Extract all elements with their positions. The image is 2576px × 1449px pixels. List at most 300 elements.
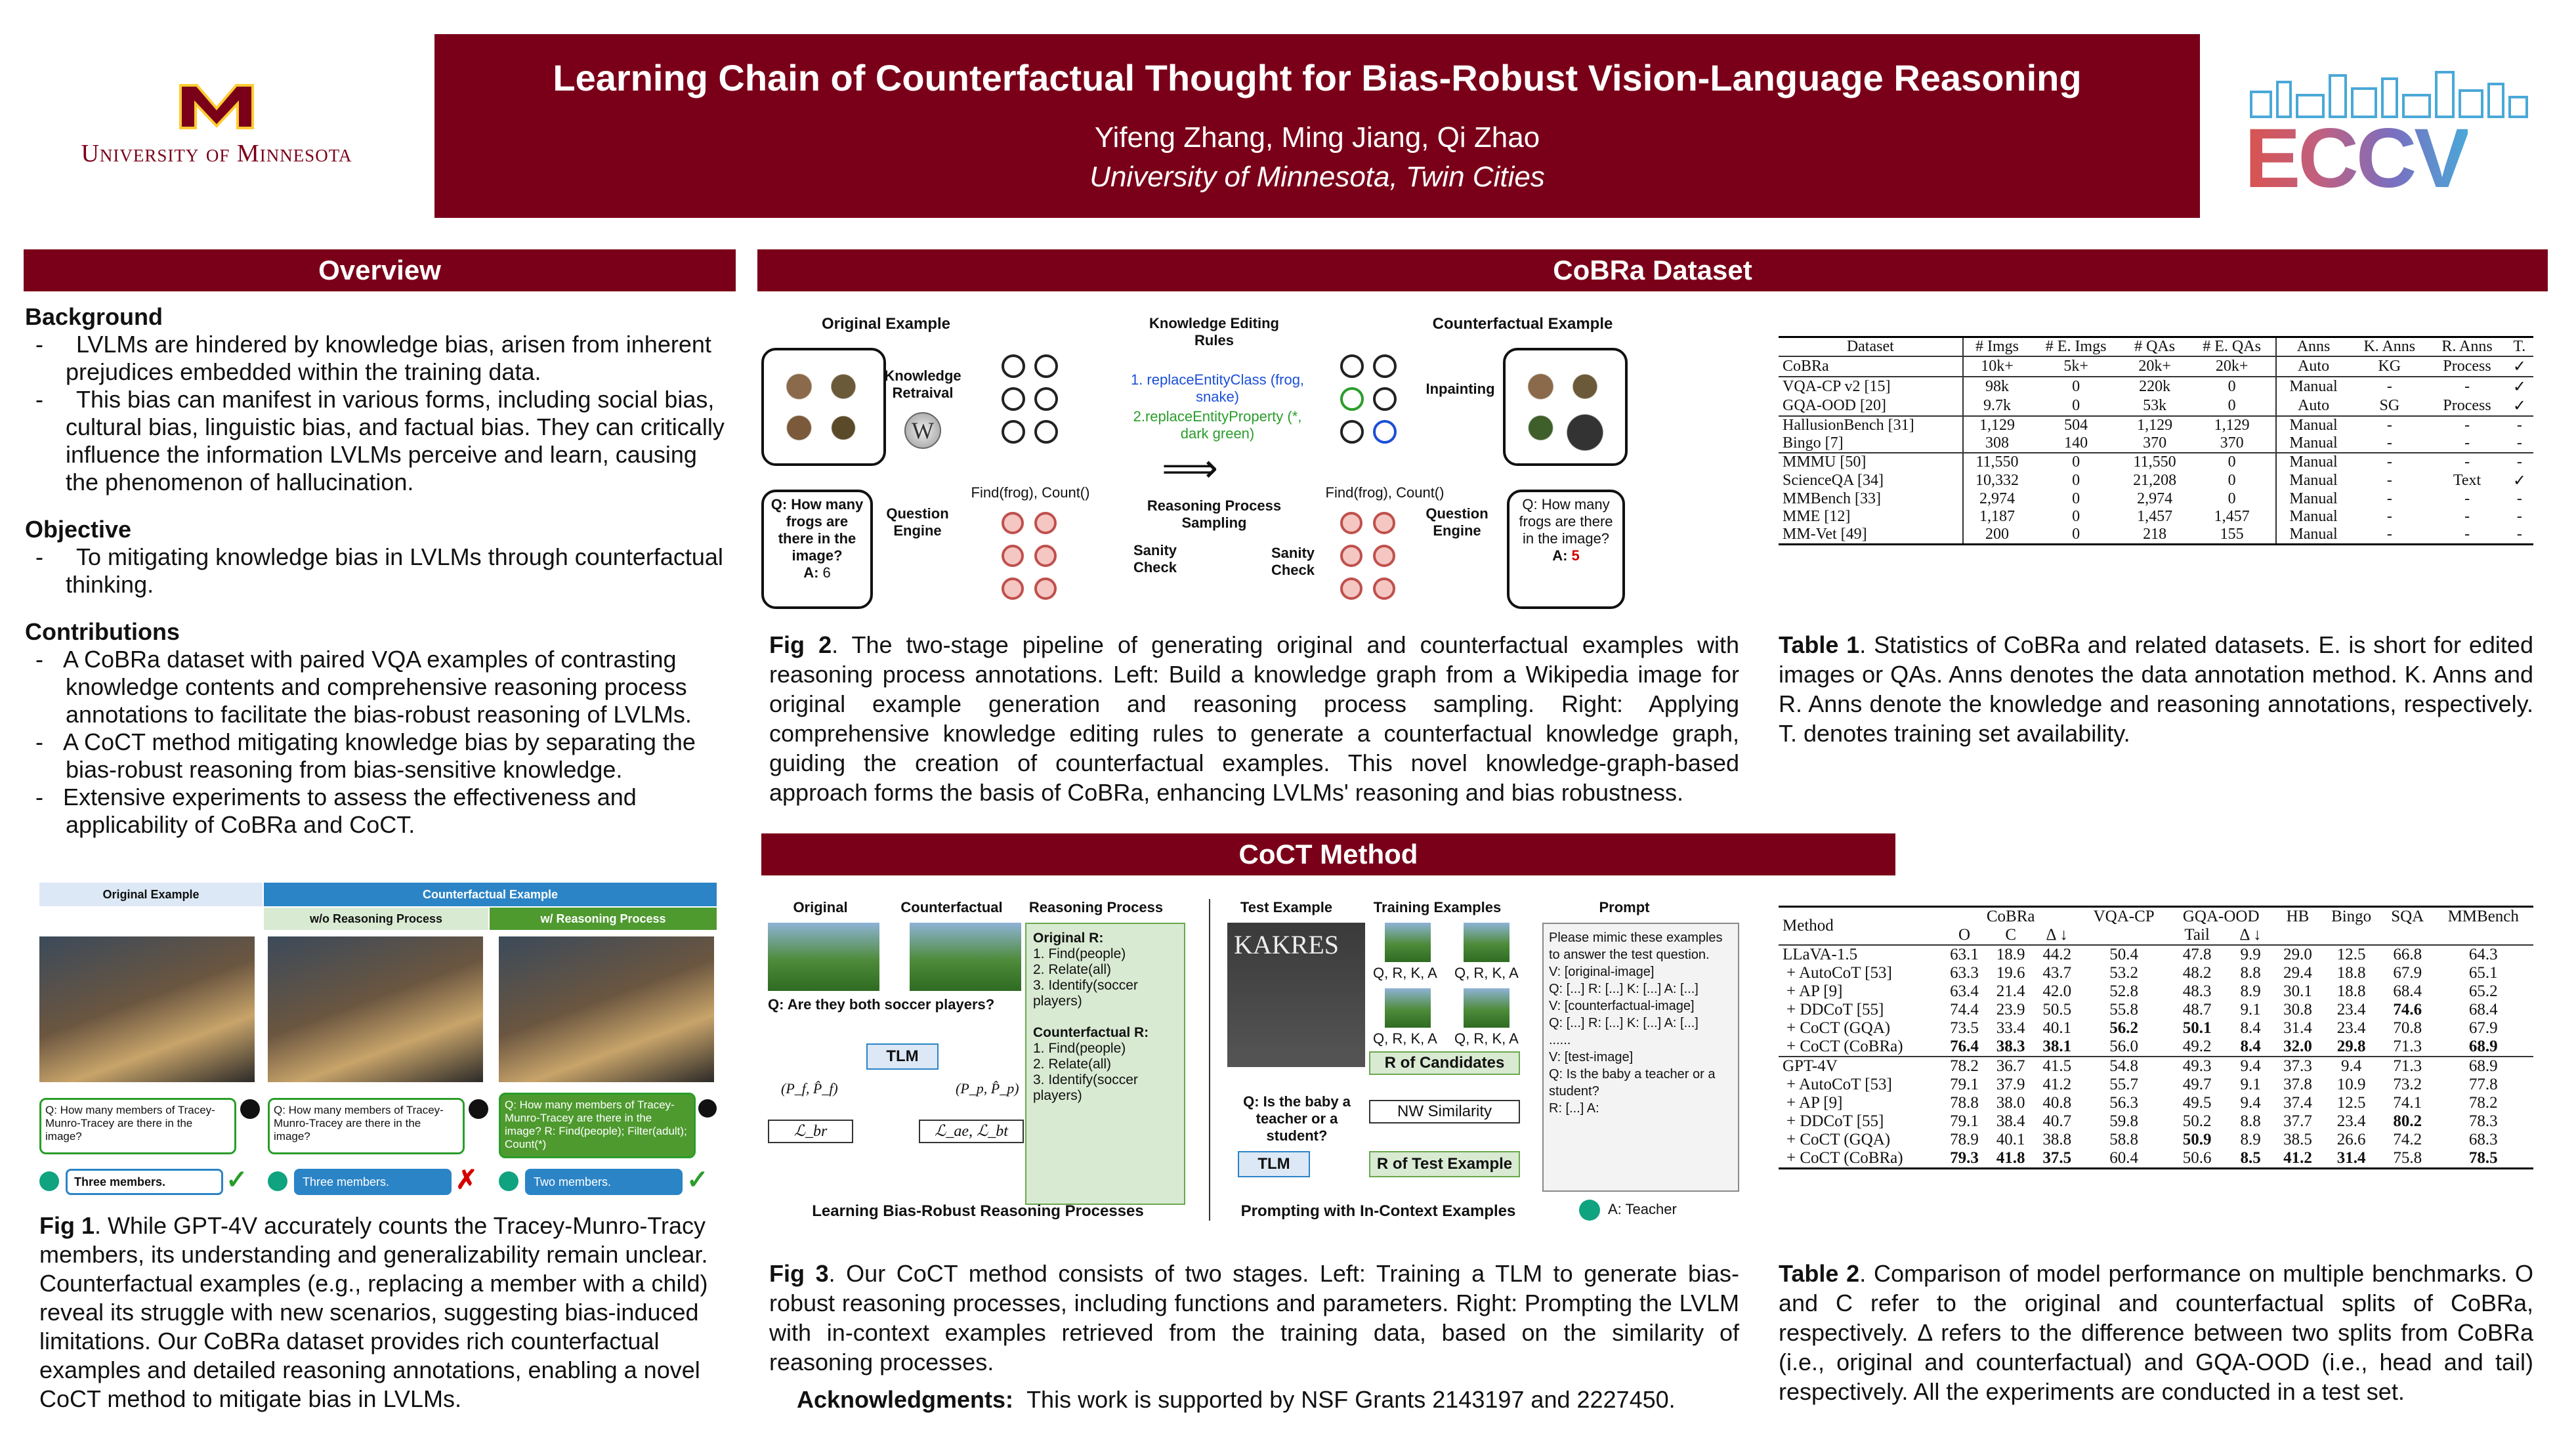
table-row [1779,945,2533,964]
table2-cell: MMBench [2434,907,2534,927]
kg-node [1340,354,1364,378]
table2-cell: 74.6 [2393,1001,2422,1018]
table1-cell: - [2386,508,2392,525]
kg-node [1034,420,1058,444]
contributions-heading: Contributions [25,618,180,645]
table2-cell: 50.2 [2182,1112,2212,1130]
kg-node-edited [1340,387,1364,411]
table2-cell: 74.2 [2393,1131,2422,1148]
table1-cell: R. Anns [2428,337,2505,357]
table2-cell: 65.2 [2468,982,2498,1000]
table2-cell: 41.5 [2034,1057,2080,1076]
table1-cell: - [2506,453,2533,471]
table2-cell: 37.4 [2283,1094,2312,1112]
table2-cell: 67.9 [2393,964,2422,982]
table1-cell: 200 [1963,526,2031,545]
table2-cell: 47.8 [2168,945,2227,964]
fig1-original-header: Original Example [39,883,263,906]
table2-cell: 9.4 [2226,1057,2274,1076]
table1-cell: 370 [2143,434,2167,452]
table-row [1779,490,2533,508]
fig3-counterfactual-label: Counterfactual [900,899,1003,915]
table2-cell: 40.8 [2042,1094,2072,1112]
fig1-answer-2: Three members. [294,1169,452,1195]
table1-cell: - [2506,416,2533,434]
table2-cell: 74.4 [1950,1001,1979,1018]
table2-cell: 10.9 [2336,1076,2366,1093]
fig3-train-image [1385,923,1431,962]
fig3-counterfactual-image [910,923,1021,991]
user-icon [469,1099,488,1119]
table2-cell: 78.8 [1950,1094,1979,1112]
table2-cell: 40.7 [2042,1112,2072,1130]
fig2-question-engine-left: Question Engine [886,505,949,539]
table2-cell: 60.4 [2080,1149,2168,1169]
umn-logo-text: University of Minnesota [81,140,352,167]
table1-cell: MM-Vet [49] [1779,526,1963,545]
table2-cell: 53.2 [2109,964,2139,982]
table2-cell: Bingo [2321,907,2382,927]
table2-cell: 38.4 [1996,1112,2025,1130]
table2-cell: 8.4 [2240,1019,2261,1037]
table2-cell: 9.9 [2226,945,2274,964]
poster-authors: Yifeng Zhang, Ming Jiang, Qi Zhao [1094,121,1540,154]
table2-grid [1779,906,2533,1169]
table2-cell: 32.0 [2283,1038,2312,1055]
table1-cell: # E. Imgs [2031,337,2121,357]
table2-cell: 68.4 [2468,1001,2498,1018]
fig3-divider [1209,899,1210,1221]
table1-cell: 140 [2064,434,2088,452]
table2-cell: 8.8 [2240,964,2261,982]
table2-cell: + AP [9] [1786,982,1843,1000]
table2-cell: 8.9 [2240,982,2261,1000]
fig3-question: Q: Are they both soccer players? [768,996,995,1013]
table1-cell: - [2350,453,2428,471]
table2-cell: 78.5 [2434,1149,2534,1169]
fig2 [761,315,1746,617]
fig2-rule-1: 1. replaceEntityClass (frog, snake) [1130,371,1305,405]
table2-cell: 78.9 [1950,1131,1979,1148]
fig3-pp: (P_p, P̂_p) [956,1080,1019,1097]
kg-node [1373,387,1397,411]
table2-cell: 52.8 [2109,982,2139,1000]
table1-cell: Manual [2276,377,2350,396]
table1-cell: GQA-OOD [20] [1783,397,1886,414]
table2-cell [2434,926,2534,945]
background-heading: Background [25,303,163,330]
reasoning-node [1373,545,1395,567]
fig3-original-label: Original [793,899,848,915]
fig3 [768,899,1746,1234]
table1-cell: Auto [2276,396,2350,416]
table2-cell: 38.3 [1996,1038,2025,1055]
kg-node [1373,354,1397,378]
table2-cell: 23.4 [2336,1019,2366,1037]
table2-cell: + DDCoT [55] [1786,1112,1884,1130]
table2-cell: 36.7 [1987,1057,2034,1076]
table1-cell: - [2386,490,2392,507]
table2-cell: 8.4 [2240,1038,2261,1055]
fig2-inpainting-label: Inpainting [1425,381,1495,397]
table2-cell: 40.1 [2042,1019,2072,1037]
fig3-caption: Fig 3. Our CoCT method consists of two stages. Left: Training a TLM to generate bias-robust reasoning processes, including functions and parameters. Right: Prompting the LVLM with in-context examples retrieved from the training data, based on the similarity of reasoning processes. [769,1260,1739,1376]
table-row [1779,453,2533,471]
table2-cell: 77.8 [2468,1076,2498,1093]
table2-cell: 30.8 [2283,1001,2312,1018]
fig3-qrka: Q, R, K, A [1373,965,1437,981]
umn-logo [39,79,394,177]
fig3-test-question: Q: Is the baby a teacher or a student? [1243,1093,1351,1144]
table2-cell: 71.3 [2382,1057,2434,1076]
contribution-item: - Extensive experiments to assess the effectiveness and applicability of CoBRa and CoCT. [35,784,637,838]
table1-cell: # QAs [2121,337,2188,357]
table2-cell: 31.4 [2321,1149,2382,1169]
cobra-section-title: CoBRa Dataset [757,249,2548,291]
reasoning-node [1034,545,1057,567]
table-row [1779,471,2533,490]
fig1 [39,883,717,1211]
reasoning-node [1002,512,1024,534]
table2-cell: 37.5 [2034,1149,2080,1169]
table1-cell: Manual [2276,471,2350,490]
table1-grid [1779,336,2533,545]
table1-cell: 155 [2188,526,2276,545]
table2-caption: Table 2. Comparison of model performance on multiple benchmarks. O and C refer to the original and counterfactual splits of CoBRa, respectively. Δ refers to the difference between two splits from CoBRa (i.e., original and counterfactual) and GQA-OOD (i.e., head and tail) respectively. All the experiments are conducted in a test set. [1779,1260,2533,1405]
table2-cell: Method [1779,907,1941,946]
table-row [1779,1149,2533,1169]
fig1-question-3: Q: How many members of Tracey-Munro-Tracey are there in the image? R: Find(people); Filter(adult); Count(*) [499,1093,696,1158]
table1-cell: 0 [2031,453,2121,471]
table2-cell: 50.4 [2080,945,2168,964]
table2-cell: + AutoCoT [53] [1786,964,1892,982]
table2-cell: 49.5 [2182,1094,2212,1112]
fig3-answer: A: Teacher [1608,1201,1677,1217]
fig3-test-example-label: Test Example [1240,899,1333,915]
fig2-caption: Fig 2. The two-stage pipeline of generating original and counterfactual examples with reasoning process annotations. Left: Build a knowledge graph from a Wikipedia image for original example generation and reasoning process sampling. Right: Applying comprehensive knowledge editing rules to generate a counterfactual knowledge graph, guiding the creation of counterfactual examples. This novel knowledge-graph-based approach forms the basis of CoBRa, enhancing LVLMs' reasoning and bias robustness. [769,631,1739,806]
table2-cell: 48.2 [2182,964,2212,982]
table1-cell: 1,129 [2188,416,2276,434]
table-row [1779,377,2533,396]
table1-cell: - [2464,490,2470,507]
table2-cell: 38.5 [2283,1131,2312,1148]
table2-cell [2275,926,2321,945]
table2-cell: VQA-CP [2080,907,2168,927]
fig3-prompt-label: Prompt [1599,899,1650,915]
fig3-tlm-right: TLM [1238,1151,1310,1177]
table2-cell: 50.5 [2042,1001,2072,1018]
fig3-r-candidates: R of Candidates [1369,1051,1520,1075]
poster-header [434,34,2200,218]
coct-section-title: CoCT Method [761,833,1895,875]
table1-cell: - [2516,490,2522,507]
table2-cell: 49.7 [2182,1076,2212,1093]
table2-cell: 37.8 [2283,1076,2312,1093]
table2-cell: 73.5 [1950,1019,1979,1037]
table2-cell: LLaVA-1.5 [1779,945,1941,964]
table1-cell: KG [2350,356,2428,377]
table-row [1779,1131,2533,1149]
table2-cell: 9.4 [2321,1057,2382,1076]
table-row [1779,964,2533,982]
table2-cell: 38.1 [2042,1038,2072,1055]
table2-cell: 9.4 [2240,1094,2261,1112]
table1-cell: Manual [2276,453,2350,471]
table1-cell: ✓ [2506,377,2533,396]
table1-cell: ✓ [2512,472,2526,490]
reasoning-node [1340,545,1362,567]
fig3-loss-ae: ℒ_ae, ℒ_bt [919,1120,1024,1143]
background-item: - LVLMs are hindered by knowledge bias, arisen from inherent prejudices embedded within the training data. [35,331,711,385]
table2-cell: 78.2 [1941,1057,1988,1076]
table2-cell: 70.8 [2393,1019,2422,1037]
fig1-question-2: Q: How many members of Tracey-Munro-Tracey are there in the image? [268,1098,465,1154]
table1-cell: # Imgs [1963,337,2031,357]
table-row [1779,982,2533,1001]
fig3-train-image [1385,988,1431,1028]
table1-cell: Manual [2276,508,2350,526]
table2-cell [2080,926,2168,945]
fig3-qrka: Q, R, K, A [1454,1030,1519,1047]
fig2-original-image [761,348,886,466]
poster-affiliation: University of Minnesota, Twin Cities [1089,161,1545,193]
table2-cell: 68.9 [2468,1038,2498,1055]
check-icon: ✓ [686,1166,709,1194]
table2-cell: 55.8 [2109,1001,2139,1018]
arrow-right-icon: ⟹ [1162,446,1219,490]
fig2-original-label: Original Example [821,315,951,333]
table1-cell: Manual [2276,434,2350,453]
table1-cell: 11,550 [1963,453,2031,471]
table1-cell: K. Anns [2350,337,2428,357]
table1-cell: Dataset [1779,337,1963,357]
table2-cell: 79.3 [1941,1149,1988,1169]
table2-cell: 66.8 [2382,945,2434,964]
table2-cell: 37.9 [1996,1076,2025,1093]
fig3-original-image [768,923,879,991]
fig2-editing-rules-label: Knowledge Editing Rules [1149,315,1279,348]
table2-cell: 42.0 [2042,982,2072,1000]
table1-cell: 53k [2143,397,2167,414]
table1-cell: 218 [2121,526,2188,545]
fig3-reasoning-label: Reasoning Process [1028,899,1164,915]
table1-cell: 0 [2072,472,2080,489]
table2-cell: 50.1 [2182,1019,2212,1037]
table1-cell: 504 [2031,416,2121,434]
table-row [1779,434,2533,453]
table1-cell: Manual [2276,490,2350,508]
kg-node-edited [1373,420,1397,444]
table1-cell: 5k+ [2031,356,2121,377]
table2-cell: 26.6 [2336,1131,2366,1148]
table2-cell: 38.0 [1996,1094,2025,1112]
table1-cell: MME [12] [1783,508,1851,525]
table1-cell: - [2516,508,2522,525]
table2-cell: 64.3 [2434,945,2534,964]
table1-cell: 0 [2228,490,2236,507]
table1-cell: - [2350,526,2428,545]
table-row [1779,396,2533,416]
table2-cell: 68.4 [2393,982,2422,1000]
eccv-logo [2245,66,2533,210]
table1-cell: - [2386,472,2392,489]
table2-cell: 67.9 [2468,1019,2498,1037]
table2-cell: 56.0 [2109,1038,2139,1055]
gpt-icon [268,1171,287,1191]
table1-cell: HallusionBench [31] [1779,416,1963,434]
table2-cell: CoBRa [1941,907,2080,927]
table2 [1779,906,2533,1169]
table2-cell: 18.8 [2336,964,2366,982]
table1-cell: 1,187 [1963,508,2031,526]
table1-cell: T. [2506,337,2533,357]
table1-cell: 0 [2228,397,2236,414]
overview-text [25,303,734,839]
table1-cell: 308 [1963,434,2031,453]
fig3-training-examples-label: Training Examples [1373,899,1502,915]
fig2-counterfactual-image [1503,348,1628,466]
fig2-counterfactual-label: Counterfactual Example [1432,315,1613,333]
table2-cell: C [2005,926,2016,944]
table1-cell: - [2350,377,2428,396]
table1-cell: Anns [2276,337,2350,357]
fig2-sampling-label: Reasoning Process Sampling [1147,497,1282,531]
kg-node [1034,354,1058,378]
table2-cell: 68.3 [2468,1131,2498,1148]
fig1-w-reasoning-header: w/ Reasoning Process [490,908,717,930]
table1-cell: 20k+ [2121,356,2188,377]
fig2-find-count-right: Find(frog), Count() [1325,484,1445,501]
table1-cell: - [2428,416,2505,434]
fig1-photo-original [39,936,255,1082]
table2-cell: 23.4 [2336,1112,2366,1130]
fig2-find-count-left: Find(frog), Count() [971,484,1090,501]
table2-cell: 63.3 [1950,964,1979,982]
fig3-pf: (P_f, P̂_f) [781,1080,838,1097]
table2-cell: SQA [2382,907,2434,927]
table1-header-row [1779,337,2533,357]
table1-cell: - [2428,526,2505,545]
fig3-reasoning-box: Original R: 1. Find(people) 2. Relate(all) 3. Identify(soccer players) Counterfactual R: 1. Find(people) 2. Relate(all) 3. Identify(soccer players) [1025,923,1185,1205]
table2-cell: Δ ↓ [2046,926,2068,944]
table2-cell: HB [2275,907,2321,927]
table1-cell: ✓ [2512,398,2526,415]
table1-cell: 9.7k [1963,396,2031,416]
table-row [1779,508,2533,526]
table1-cell: 220k [2121,377,2188,396]
fig2-rule-2: 2.replaceEntityProperty (*, dark green) [1133,408,1302,442]
table2-cell: 23.4 [2336,1001,2366,1018]
table2-cell: 8.5 [2226,1149,2274,1169]
fig3-qrka: Q, R, K, A [1454,965,1519,981]
table-row [1779,526,2533,545]
table1-cell: Bingo [7] [1783,434,1844,452]
table1-cell: - [2386,434,2392,452]
table1-cell: - [2350,416,2428,434]
table1-cell: VQA-CP v2 [15] [1779,377,1963,396]
table2-cell: 48.3 [2182,982,2212,1000]
table2-cell: 31.4 [2283,1019,2312,1037]
gpt-icon [1579,1200,1600,1221]
table1-cell: 11,550 [2121,453,2188,471]
table1-cell: 98k [1963,377,2031,396]
table2-cell: 18.8 [2336,982,2366,1000]
fig2-question-engine-right: Question Engine [1425,505,1489,539]
table2-cell: 73.2 [2393,1076,2422,1093]
reasoning-node [1373,578,1395,600]
umn-m-icon [177,79,256,131]
table1-cell: Process [2428,356,2505,377]
table2-cell: 78.3 [2468,1112,2498,1130]
table2-cell: 56.3 [2109,1094,2139,1112]
table2-cell: 44.2 [2034,945,2080,964]
cross-icon: ✗ [455,1166,478,1194]
table1-cell: MMMU [50] [1779,453,1963,471]
kg-node [1002,354,1025,378]
fig3-r-test: R of Test Example [1369,1151,1520,1177]
table2-cell: 19.6 [1996,964,2025,982]
table2-cell: 9.1 [2240,1001,2261,1018]
table2-cell: 65.1 [2468,964,2498,982]
fig2-knowledge-retrieval-label: Knowledge Retraival [884,368,961,401]
table2-cell: 41.8 [1987,1149,2034,1169]
kg-node [1002,420,1025,444]
objective-heading: Objective [25,516,132,543]
fig1-answer-3: Two members. [525,1169,683,1195]
table1-cell: - [2516,434,2522,452]
table1-cell: - [2464,434,2470,452]
table2-cell [2382,926,2434,945]
fig3-tlm-left: TLM [866,1043,939,1070]
table1-cell: Manual [2276,416,2350,434]
table2-cell: 50.9 [2182,1131,2212,1148]
table2-cell: 43.7 [2042,964,2072,982]
reasoning-node [1340,578,1362,600]
check-icon: ✓ [226,1166,248,1194]
table1 [1779,336,2533,545]
acknowledgments: Acknowledgments: This work is supported by NSF Grants 2143197 and 2227450. [797,1386,1676,1413]
fig1-answer-1: Three members. [66,1169,223,1195]
table2-cell: 9.1 [2240,1076,2261,1093]
table2-cell: 74.1 [2393,1094,2422,1112]
table2-cell: 12.5 [2321,945,2382,964]
table2-cell: GPT-4V [1779,1057,1941,1076]
table1-cell: 0 [2031,526,2121,545]
table1-cell: 0 [2072,508,2080,525]
fig3-prompt-box: Please mimic these examples to answer the test question. V: [original-image] Q: [...] R: [...] K: [...] A: [...] V: [counterfactual-image] Q: [...] R: [...] K: [...] A: [...] ...... V: [test-image] Q: Is the baby a teacher or a student? R: [...] A: [1542,923,1739,1192]
table1-cell: 0 [2228,472,2236,489]
table2-cell: GQA-OOD [2168,907,2275,927]
table2-cell: 63.4 [1950,982,1979,1000]
table2-cell: + AP [9] [1786,1094,1843,1112]
table1-cell: Text [2453,472,2481,489]
table2-cell: + CoCT (GQA) [1786,1019,1891,1037]
table-row [1779,1112,2533,1131]
table2-cell: 68.9 [2434,1057,2534,1076]
reasoning-node [1373,512,1395,534]
table-row [1779,1001,2533,1019]
fig1-counterfactual-header: Counterfactual Example [264,883,717,906]
fig2-counterfactual-qa: Q: How many frogs are there in the image? A: 5 [1507,490,1625,609]
table2-cell: 41.2 [2042,1076,2072,1093]
table1-cell: - [2464,508,2470,525]
table1-cell: CoBRa [1779,356,1963,377]
table2-cell: 75.8 [2382,1149,2434,1169]
table1-cell: 10k+ [1963,356,2031,377]
overview-section-title: Overview [24,249,736,291]
poster-title: Learning Chain of Counterfactual Thought for Bias-Robust Vision-Language Reasoning [553,57,2082,98]
table1-cell: 1,129 [2121,416,2188,434]
